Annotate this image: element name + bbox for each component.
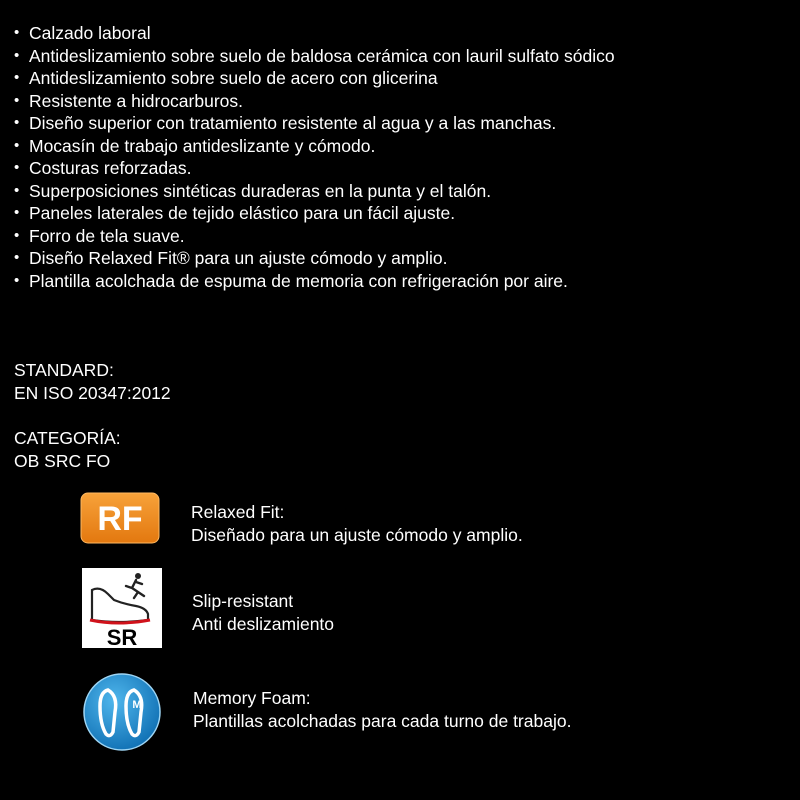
feature-item <box>14 157 615 180</box>
feature-item <box>14 112 615 135</box>
feature-text: Diseño superior con tratamiento resistente al agua y a las manchas. <box>29 113 557 133</box>
relaxed-fit-description: Diseñado para un ajuste cómodo y amplio. <box>191 524 523 545</box>
feature-item <box>14 180 615 203</box>
category-value: OB SRC FO <box>14 450 111 471</box>
feature-text: Plantilla acolchada de espuma de memoria con refrigeración por aire. <box>29 270 568 291</box>
memory-foam-icon <box>78 668 168 756</box>
feature-item <box>14 225 615 248</box>
features-list <box>14 22 615 292</box>
relaxed-fit-icon <box>78 488 168 556</box>
sr-logo-text: SR <box>106 625 138 650</box>
bullet-icon: • <box>14 114 20 131</box>
slip-resistant-description: Anti deslizamiento <box>192 613 335 634</box>
feature-item <box>14 135 615 158</box>
feature-text: Calzado laboral <box>29 23 151 43</box>
relaxed-fit-text <box>191 501 523 546</box>
feature-item <box>14 90 615 113</box>
feature-text: Antideslizamiento sobre suelo de acero con glicerina <box>29 68 438 88</box>
feature-text: Mocasín de trabajo antideslizante y cómodo. <box>29 135 376 156</box>
bullet-icon: • <box>14 249 20 266</box>
feature-text: Antideslizamiento sobre suelo de baldosa cerámica con lauril sulfato sódico <box>29 45 615 66</box>
slip-resistant-title: Slip-resistant <box>192 591 294 611</box>
slip-resistant-icon <box>78 564 168 652</box>
mf-logo-text: M <box>132 699 142 711</box>
bullet-icon: • <box>14 24 20 41</box>
feature-text: Forro de tela suave. <box>29 225 185 246</box>
feature-text: Paneles laterales de tejido elástico para un fácil ajuste. <box>29 203 456 223</box>
feature-item <box>14 270 615 293</box>
category-label: CATEGORÍA: <box>14 428 121 448</box>
slip-resistant-text <box>192 590 334 635</box>
bullet-icon: • <box>14 181 20 199</box>
feature-text: Costuras reforzadas. <box>29 158 192 178</box>
feature-item <box>14 22 615 45</box>
feature-text: Diseño Relaxed Fit® para un ajuste cómodo y amplio. <box>29 248 448 268</box>
category-section <box>14 427 121 472</box>
standard-label: STANDARD: <box>14 360 114 380</box>
bullet-icon: • <box>14 204 20 221</box>
feature-item <box>14 67 615 90</box>
bullet-icon: • <box>14 91 20 109</box>
bullet-icon: • <box>14 159 20 176</box>
feature-text: Superposiciones sintéticas duraderas en la punta y el talón. <box>29 180 492 201</box>
memory-foam-title: Memory Foam: <box>193 688 311 708</box>
standard-value: EN ISO 20347:2012 <box>14 382 171 403</box>
rf-logo-text: RF <box>97 500 143 538</box>
bullet-icon: • <box>14 226 20 244</box>
feature-item <box>14 247 615 270</box>
memory-foam-text <box>193 687 571 732</box>
feature-text: Resistente a hidrocarburos. <box>29 90 243 111</box>
memory-foam-description: Plantillas acolchadas para cada turno de trabajo. <box>193 710 572 731</box>
relaxed-fit-title: Relaxed Fit: <box>191 502 285 522</box>
feature-item <box>14 45 615 68</box>
bullet-icon: • <box>14 136 20 154</box>
bullet-icon: • <box>14 271 20 289</box>
standard-section <box>14 359 171 404</box>
feature-item <box>14 202 615 225</box>
bullet-icon: • <box>14 69 20 86</box>
bullet-icon: • <box>14 46 20 64</box>
